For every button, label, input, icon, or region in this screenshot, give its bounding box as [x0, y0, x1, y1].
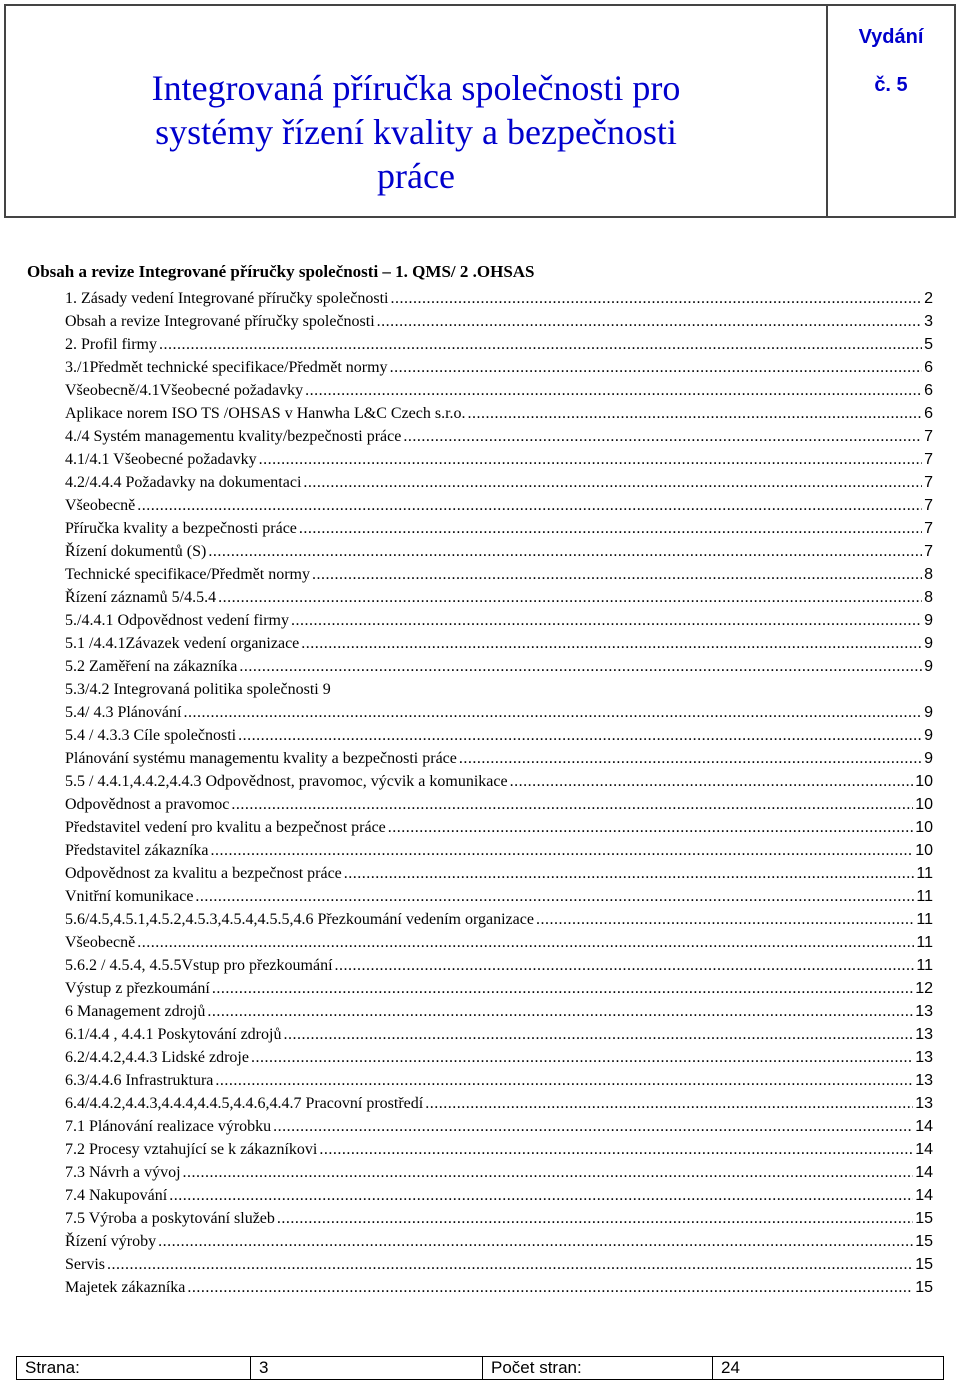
- toc-entry-leader: [212, 979, 913, 999]
- toc-entry-page: 7: [924, 497, 933, 514]
- toc-entry-page: 13: [915, 1072, 933, 1089]
- toc-entry-leader: [183, 703, 922, 723]
- toc-entry-page: 7: [924, 474, 933, 491]
- toc-entry-title: Řízení záznamů 5/4.5.4: [65, 589, 217, 606]
- toc-entry-leader: [390, 289, 922, 309]
- toc-entry-title: 5.5 / 4.4.1,4.4.2,4.4.3 Odpovědnost, pravomoc, výcvik a komunikace: [65, 773, 508, 790]
- toc-entry-leader: [183, 1163, 914, 1183]
- toc-entry-page: 7: [924, 451, 933, 468]
- toc-entry-leader: [291, 611, 922, 631]
- toc-entry-page: 14: [915, 1141, 933, 1158]
- toc-entry-leader: [195, 887, 914, 907]
- toc-entry-page: 6: [924, 382, 933, 399]
- toc-entry-leader: [273, 1117, 913, 1137]
- toc-entry[interactable]: [65, 933, 933, 956]
- toc-entry-leader: [299, 519, 922, 539]
- total-pages-number: 24: [721, 1358, 740, 1377]
- toc-entry[interactable]: [65, 1048, 933, 1071]
- toc-entry-leader: [137, 933, 914, 953]
- toc-heading: Obsah a revize Integrované příručky společnosti – 1. QMS/ 2 .OHSAS: [27, 262, 535, 281]
- toc-entry[interactable]: [65, 312, 933, 335]
- toc-entry-page: 13: [915, 1049, 933, 1066]
- toc-entry-leader: [536, 910, 914, 930]
- toc-entry-page: 9: [924, 727, 933, 744]
- toc-entry[interactable]: [65, 1232, 933, 1255]
- toc-entry[interactable]: [65, 289, 933, 312]
- toc-entry-page: 6: [924, 405, 933, 422]
- toc-entry-leader: [231, 795, 913, 815]
- toc-entry-page: 12: [915, 980, 933, 997]
- toc-entry-leader: [335, 956, 915, 976]
- toc-entry[interactable]: [65, 749, 933, 772]
- toc-entry-leader: [510, 772, 914, 792]
- toc-entry-leader: [425, 1094, 913, 1114]
- toc-entry-page: 7: [924, 543, 933, 560]
- toc-entry-page: 3: [924, 313, 933, 330]
- document-title: [6, 66, 826, 198]
- toc-entry-leader: [251, 1048, 913, 1068]
- toc-entry-leader: [158, 1232, 913, 1252]
- toc-entry[interactable]: [65, 519, 933, 542]
- toc-entry-leader: [301, 634, 922, 654]
- toc-entry-page: 14: [915, 1187, 933, 1204]
- toc-entry-title: Výstup z přezkoumání: [65, 980, 210, 997]
- toc-entry-leader: [211, 841, 914, 861]
- toc-entry-leader: [312, 565, 922, 585]
- toc-entry-title: Majetek zákazníka: [65, 1279, 186, 1296]
- toc-entry-leader: [344, 864, 915, 884]
- toc-entry-leader: [388, 818, 913, 838]
- toc-entry-leader: [169, 1186, 913, 1206]
- toc-entry-title: 1. Zásady vedení Integrované příručky společnosti: [65, 290, 389, 307]
- toc-entry-title: 5.6/4.5,4.5.1,4.5.2,4.5.3,4.5.4,4.5.5,4.6 Přezkoumání vedením organizace: [65, 911, 534, 928]
- toc-entry[interactable]: [65, 450, 933, 473]
- toc-entry-page: 13: [915, 1003, 933, 1020]
- toc-entry[interactable]: [65, 703, 933, 726]
- toc-entry-leader: [239, 657, 922, 677]
- toc-entry[interactable]: [65, 1163, 933, 1186]
- toc-entry[interactable]: [65, 427, 933, 450]
- toc-entry-title: Odpovědnost a pravomoc: [65, 796, 230, 813]
- toc-entry-page: 7: [924, 520, 933, 537]
- toc-entry-title: Příručka kvality a bezpečnosti práce: [65, 520, 297, 537]
- toc-entry[interactable]: [65, 979, 933, 1002]
- toc-entry[interactable]: [65, 588, 933, 611]
- toc-entry-title: Plánování systému managementu kvality a bezpečnosti práce: [65, 750, 457, 767]
- toc-entry[interactable]: [65, 887, 933, 910]
- toc-entry-page: 15: [915, 1256, 933, 1273]
- edition-label: Vydání: [858, 26, 924, 48]
- toc-entry[interactable]: [65, 772, 933, 795]
- toc-entry-page: 15: [915, 1233, 933, 1250]
- toc-entry-page: 9: [924, 704, 933, 721]
- toc-entry-leader: [459, 749, 922, 769]
- toc-entry-page: 11: [916, 934, 933, 951]
- toc-entry-leader: [215, 1071, 913, 1091]
- toc-entry-leader: [305, 381, 922, 401]
- title-line-3: práce: [377, 156, 455, 196]
- toc-entry-title: 7.4 Nakupování: [65, 1187, 168, 1204]
- toc-entry-leader: [390, 358, 923, 378]
- toc-entry-title: Všeobecně/4.1Všeobecné požadavky: [65, 382, 304, 399]
- toc-entry[interactable]: [65, 956, 933, 979]
- toc-entry-page: 11: [916, 957, 933, 974]
- toc-entry-page: 13: [915, 1095, 933, 1112]
- toc-entry-title: 7.5 Výroba a poskytování služeb: [65, 1210, 275, 1227]
- title-line-1: Integrovaná příručka společnosti pro: [151, 68, 681, 108]
- toc-entry-page: 8: [924, 566, 933, 583]
- toc-entry[interactable]: [65, 381, 933, 404]
- toc-entry-page: 10: [915, 842, 933, 859]
- toc-entry[interactable]: [65, 542, 933, 565]
- toc-entry-title: 6 Management zdrojů: [65, 1003, 206, 1020]
- toc-entry-leader: [218, 588, 922, 608]
- toc-entry-leader: [403, 427, 922, 447]
- toc-entry[interactable]: [65, 1117, 933, 1140]
- toc-entry[interactable]: [65, 1209, 933, 1232]
- title-cell: [6, 6, 828, 216]
- toc-entry-page: 9: [924, 635, 933, 652]
- toc-entry-page: 13: [915, 1026, 933, 1043]
- toc-entry[interactable]: [65, 864, 933, 887]
- toc-entry-title: Všeobecně: [65, 934, 136, 951]
- toc-entry-leader: [187, 1278, 913, 1298]
- toc-entry-title: 4./4 Systém managementu kvality/bezpečnosti práce: [65, 428, 402, 445]
- toc-entry-title: 6.4/4.4.2,4.4.3,4.4.4,4.4.5,4.4.6,4.4.7 Pracovní prostředí: [65, 1095, 424, 1112]
- toc-entry-title: Servis: [65, 1256, 105, 1273]
- toc-entry-title: 3./1Předmět technické specifikace/Předmět normy: [65, 359, 388, 376]
- title-line-2: systémy řízení kvality a bezpečnosti: [155, 112, 677, 152]
- page-label: Strana:: [17, 1357, 251, 1379]
- toc-entry[interactable]: [65, 634, 933, 657]
- toc-entry-title: 7.1 Plánování realizace výrobku: [65, 1118, 272, 1135]
- toc-entry-title: Řízení dokumentů (S): [65, 543, 207, 560]
- toc-entry[interactable]: [65, 795, 933, 818]
- toc-entry-title: Aplikace norem ISO TS /OHSAS v Hanwha L&C Czech s.r.o.: [65, 405, 466, 422]
- toc-entry-title: Odpovědnost za kvalitu a bezpečnost práce: [65, 865, 342, 882]
- toc-entry-title: 5.2 Zaměření na zákazníka: [65, 658, 238, 675]
- toc-entry[interactable]: [65, 611, 933, 634]
- toc-entry-page: 6: [924, 359, 933, 376]
- toc-entry-page: 2: [924, 290, 933, 307]
- table-of-contents: [65, 289, 933, 1301]
- toc-entry-page: 11: [916, 911, 933, 928]
- page-footer: [16, 1356, 944, 1380]
- toc-entry-leader: [377, 312, 922, 332]
- toc-entry-leader: [208, 542, 922, 562]
- toc-entry-title: 7.3 Návrh a vývoj: [65, 1164, 181, 1181]
- toc-entry-title: 4.2/4.4.4 Požadavky na dokumentaci: [65, 474, 302, 491]
- toc-entry-page: 11: [916, 865, 933, 882]
- toc-entry-page: 10: [915, 773, 933, 790]
- total-pages-label: Počet stran:: [483, 1357, 713, 1379]
- toc-entry-title: Řízení výroby: [65, 1233, 157, 1250]
- toc-entry[interactable]: [65, 335, 933, 358]
- toc-entry-page: 10: [915, 819, 933, 836]
- toc-entry-leader: [137, 496, 922, 516]
- toc-entry-title: 5.6.2 / 4.5.4, 4.5.5Vstup pro přezkoumání: [65, 957, 333, 974]
- toc-entry-title: 5.1 /4.4.1Závazek vedení organizace: [65, 635, 300, 652]
- toc-entry[interactable]: [65, 1002, 933, 1025]
- toc-entry[interactable]: [65, 841, 933, 864]
- toc-entry-title: 4.1/4.1 Všeobecné požadavky: [65, 451, 257, 468]
- toc-entry-page: 11: [916, 888, 933, 905]
- toc-entry-leader: [283, 1025, 913, 1045]
- toc-entry-page: 15: [915, 1210, 933, 1227]
- toc-entry[interactable]: [65, 1140, 933, 1163]
- toc-entry-title: 5.3/4.2 Integrovaná politika společnosti 9: [65, 681, 331, 698]
- toc-entry[interactable]: [65, 496, 933, 519]
- toc-entry-page: 14: [915, 1164, 933, 1181]
- toc-entry-title: 5.4/ 4.3 Plánování: [65, 704, 182, 721]
- toc-entry-leader: [207, 1002, 913, 1022]
- toc-entry[interactable]: [65, 680, 933, 703]
- toc-entry-leader: [159, 335, 922, 355]
- toc-entry-title: 7.2 Procesy vztahující se k zákazníkovi: [65, 1141, 318, 1158]
- toc-entry[interactable]: [65, 1071, 933, 1094]
- toc-entry-page: 9: [924, 612, 933, 629]
- toc-entry-title: 2. Profil firmy: [65, 336, 157, 353]
- toc-entry[interactable]: [65, 726, 933, 749]
- toc-entry-leader: [277, 1209, 913, 1229]
- toc-entry-title: Všeobecně: [65, 497, 136, 514]
- toc-entry-page: 9: [924, 658, 933, 675]
- toc-entry[interactable]: [65, 1094, 933, 1117]
- toc-entry-title: Vnitřní komunikace: [65, 888, 194, 905]
- toc-entry-title: 5.4 / 4.3.3 Cíle společnosti: [65, 727, 237, 744]
- toc-entry[interactable]: [65, 404, 933, 427]
- toc-entry[interactable]: [65, 1255, 933, 1278]
- toc-entry-page: 14: [915, 1118, 933, 1135]
- toc-entry-leader: [238, 726, 922, 746]
- page-number: 3: [251, 1357, 483, 1379]
- toc-entry-title: 5./4.4.1 Odpovědnost vedení firmy: [65, 612, 289, 629]
- toc-entry[interactable]: [65, 565, 933, 588]
- toc-entry-page: 5: [924, 336, 933, 353]
- toc-entry-page: 10: [915, 796, 933, 813]
- toc-entry[interactable]: [65, 1186, 933, 1209]
- toc-entry-title: Představitel vedení pro kvalitu a bezpečnost práce: [65, 819, 386, 836]
- toc-entry[interactable]: [65, 910, 933, 933]
- toc-entry-title: 6.3/4.4.6 Infrastruktura: [65, 1072, 214, 1089]
- toc-entry-title: Obsah a revize Integrované příručky společnosti: [65, 313, 375, 330]
- toc-entry-leader: [468, 404, 923, 424]
- toc-entry[interactable]: [65, 473, 933, 496]
- toc-entry-page: 8: [924, 589, 933, 606]
- toc-entry-leader: [107, 1255, 913, 1275]
- toc-entry[interactable]: [65, 1278, 933, 1301]
- toc-entry-title: 6.1/4.4 , 4.4.1 Poskytování zdrojů: [65, 1026, 282, 1043]
- toc-entry-title: Představitel zákazníka: [65, 842, 209, 859]
- toc-entry[interactable]: [65, 1025, 933, 1048]
- edition-number: č. 5: [874, 74, 908, 96]
- toc-entry[interactable]: [65, 818, 933, 841]
- toc-entry-page: 9: [924, 750, 933, 767]
- toc-entry-leader: [303, 473, 922, 493]
- toc-entry[interactable]: [65, 358, 933, 381]
- toc-entry-page: 7: [924, 428, 933, 445]
- toc-entry-leader: [319, 1140, 913, 1160]
- toc-entry-title: 6.2/4.4.2,4.4.3 Lidské zdroje: [65, 1049, 249, 1066]
- toc-entry[interactable]: [65, 657, 933, 680]
- toc-entry-title: Technické specifikace/Předmět normy: [65, 566, 310, 583]
- document-header: [4, 4, 956, 218]
- toc-entry-page: 15: [915, 1279, 933, 1296]
- toc-entry-leader: [259, 450, 922, 470]
